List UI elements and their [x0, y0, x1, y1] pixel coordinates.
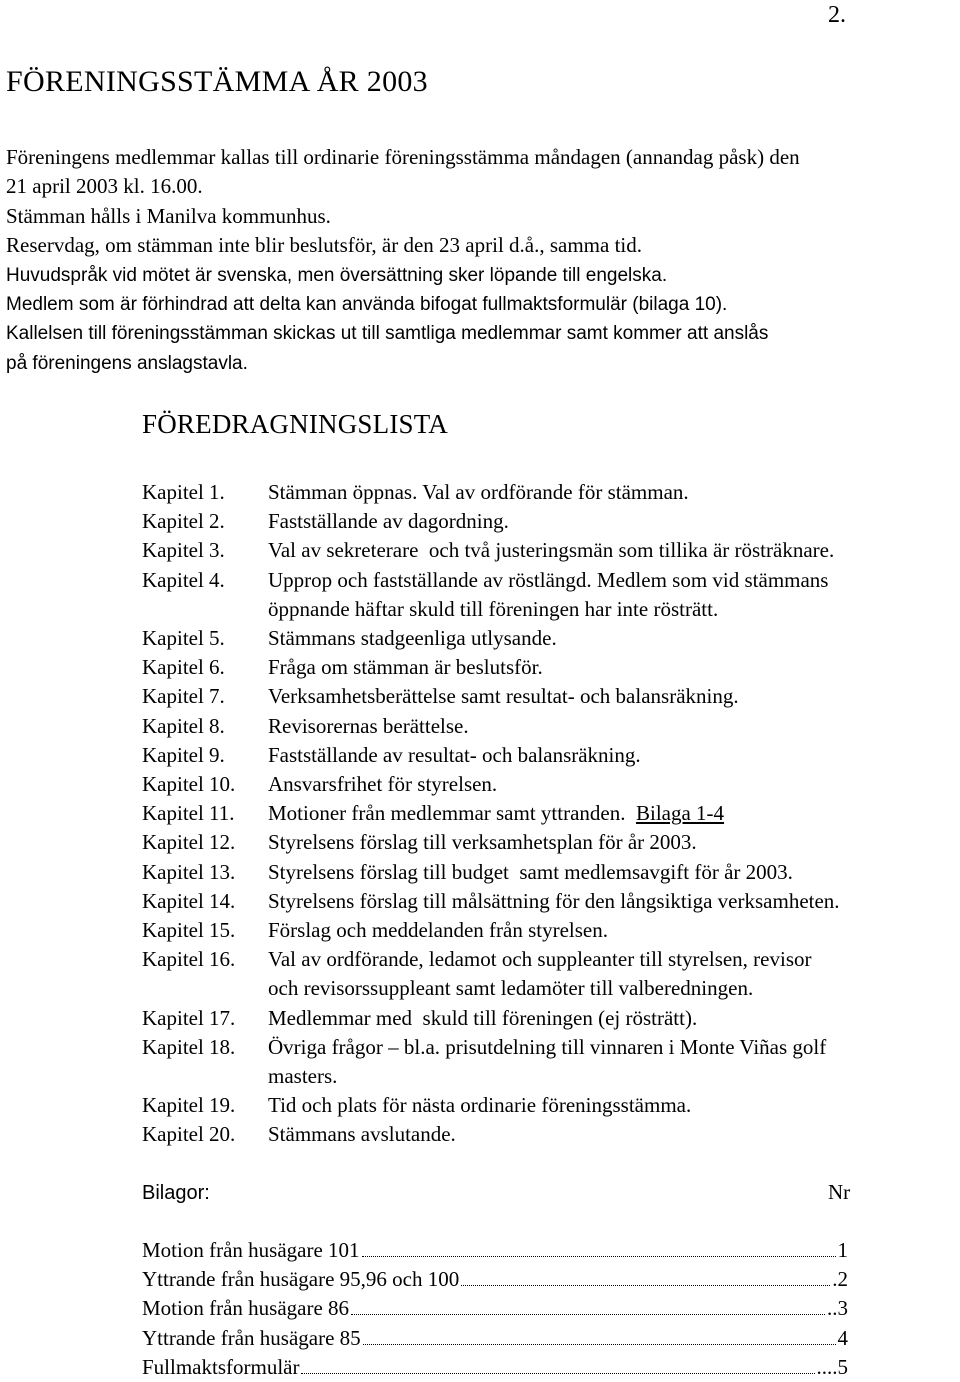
agenda-item	[142, 770, 957, 799]
agenda-chapter: Kapitel 10.	[142, 772, 236, 797]
agenda-chapter: Kapitel 6.	[142, 655, 225, 680]
agenda-item	[142, 536, 957, 565]
agenda-chapter: Kapitel 8.	[142, 713, 225, 738]
agenda-item	[142, 945, 957, 1003]
agenda-chapter: Kapitel 13.	[142, 859, 236, 884]
agenda-item	[142, 712, 957, 741]
attachment-name: Motion från husägare 101	[142, 1238, 360, 1262]
agenda-text: Val av ordförande, ledamot och suppleanter till styrelsen, revisor	[268, 947, 812, 972]
agenda-chapter: Kapitel 18.	[142, 1034, 236, 1059]
attachment-number: .2	[832, 1267, 848, 1292]
agenda-text: Ansvarsfrihet för styrelsen.	[268, 772, 498, 797]
agenda-text-continued: masters.	[268, 1064, 338, 1089]
agenda-item	[142, 1033, 957, 1091]
agenda-text: Styrelsens förslag till verksamhetsplan för år 2003.	[268, 830, 697, 855]
agenda-chapter: Kapitel 15.	[142, 918, 236, 943]
attachment-item	[142, 1353, 848, 1382]
bilaga-link[interactable]: Bilaga 1-4	[635, 801, 725, 826]
attachment-name: Motion från husägare 86	[142, 1296, 350, 1321]
agenda-text: Upprop och fastställande av röstlängd. Medlem som vid stämmans	[268, 567, 829, 592]
agenda-chapter: Kapitel 4.	[142, 567, 225, 592]
agenda-chapter: Kapitel 12.	[142, 830, 236, 855]
dot-leader	[461, 1285, 830, 1286]
agenda-item	[142, 799, 957, 828]
agenda-item	[142, 741, 957, 770]
agenda-item	[142, 1120, 957, 1149]
agenda-chapter: Kapitel 5.	[142, 626, 225, 651]
bilagor-label: Bilagor:	[142, 1182, 210, 1204]
agenda-text: Styrelsens förslag till budget samt medlemsavgift för år 2003.	[268, 859, 793, 884]
agenda-item	[142, 653, 957, 682]
agenda-chapter: Kapitel 20.	[142, 1122, 236, 1147]
attachment-item	[142, 1294, 848, 1323]
agenda-item	[142, 682, 957, 711]
agenda-text: Stämman öppnas. Val av ordförande för stämman.	[268, 480, 689, 504]
intro-line: Stämman hålls i Manilva kommunhus.	[6, 203, 331, 228]
nr-label: Nr	[828, 1180, 851, 1204]
agenda-item	[142, 1004, 957, 1033]
attachment-name: Yttrande från husägare 95,96 och 100	[142, 1267, 460, 1292]
attachment-name: Fullmaktsformulär	[142, 1354, 300, 1379]
agenda-text: Stämmans stadgeenliga utlysande.	[268, 626, 557, 651]
agenda-item	[142, 478, 957, 507]
intro-line: Kallelsen till föreningsstämman skickas ut till samtliga medlemmar samt kommer att anslås	[6, 323, 769, 345]
attachment-number: ..3	[827, 1296, 848, 1321]
agenda-list	[142, 478, 957, 1150]
attachment-item	[142, 1236, 848, 1265]
dot-leader	[362, 1256, 836, 1257]
agenda-chapter: Kapitel 14.	[142, 888, 236, 913]
intro-line: Huvudspråk vid mötet är svenska, men översättning sker löpande till engelska.	[6, 264, 668, 286]
attachment-item	[142, 1324, 848, 1353]
dot-leader	[351, 1314, 825, 1315]
bilagor-header	[142, 1178, 858, 1207]
agenda-item	[142, 624, 957, 653]
agenda-text: Motioner från medlemmar samt yttranden.	[268, 801, 636, 826]
agenda-text: Styrelsens förslag till målsättning för den långsiktiga verksamheten.	[268, 888, 840, 913]
dot-leader	[301, 1373, 814, 1374]
dot-leader	[363, 1344, 836, 1345]
agenda-text: Övriga frågor – bl.a. prisutdelning till vinnaren i Monte Viñas golf	[268, 1034, 827, 1059]
intro-paragraph	[6, 143, 958, 378]
agenda-item	[142, 858, 957, 887]
agenda-text: Fastställande av resultat- och balansräkning.	[268, 742, 641, 767]
agenda-item	[142, 828, 957, 857]
agenda-item	[142, 887, 957, 916]
agenda-text: Verksamhetsberättelse samt resultat- och balansräkning.	[268, 684, 739, 709]
intro-line: 21 april 2003 kl. 16.00.	[6, 174, 203, 199]
agenda-chapter: Kapitel 7.	[142, 684, 225, 709]
agenda-item	[142, 566, 957, 624]
intro-line: Reservdag, om stämman inte blir beslutsför, är den 23 april d.å., samma tid.	[6, 233, 643, 258]
agenda-item	[142, 507, 957, 536]
agenda-text-continued: och revisorssuppleant samt ledamöter till valberedningen.	[268, 976, 754, 1001]
agenda-item	[142, 916, 957, 945]
agenda-chapter: Kapitel 17.	[142, 1005, 236, 1030]
intro-line: på föreningens anslagstavla.	[6, 352, 248, 374]
agenda-text-continued: öppnande häftar skuld till föreningen har inte rösträtt.	[268, 596, 719, 621]
agenda-text: Tid och plats för nästa ordinarie föreningsstämma.	[268, 1093, 692, 1118]
attachment-item	[142, 1265, 848, 1294]
page-number: 2.	[828, 2, 846, 28]
intro-line: Medlem som är förhindrad att delta kan använda bifogat fullmaktsformulär (bilaga 10).	[6, 294, 728, 316]
agenda-chapter: Kapitel 3.	[142, 538, 225, 563]
agenda-text: Revisorernas berättelse.	[268, 713, 469, 738]
agenda-chapter: Kapitel 1.	[142, 480, 225, 504]
attachment-number: 4	[837, 1325, 848, 1350]
agenda-text: Fastställande av dagordning.	[268, 509, 509, 534]
agenda-text: Fråga om stämman är beslutsför.	[268, 655, 543, 680]
agenda-chapter: Kapitel 11.	[142, 801, 235, 826]
agenda-text: Val av sekreterare och två justeringsmän som tillika är rösträknare.	[268, 538, 835, 563]
agenda-item	[142, 1091, 957, 1120]
agenda-chapter: Kapitel 19.	[142, 1093, 236, 1118]
agenda-chapter: Kapitel 9.	[142, 742, 225, 767]
agenda-title: FÖREDRAGNINGSLISTA	[142, 409, 448, 439]
agenda-chapter: Kapitel 2.	[142, 509, 225, 534]
document-title: FÖRENINGSSTÄMMA ÅR 2003	[6, 65, 428, 98]
attachment-list	[142, 1236, 848, 1382]
attachment-number: ....5	[816, 1354, 848, 1379]
attachment-number: 1	[837, 1238, 848, 1262]
agenda-chapter: Kapitel 16.	[142, 947, 236, 972]
agenda-text: Förslag och meddelanden från styrelsen.	[268, 918, 608, 943]
attachment-name: Yttrande från husägare 85	[142, 1325, 361, 1350]
agenda-text: Stämmans avslutande.	[268, 1122, 456, 1147]
agenda-text: Medlemmar med skuld till föreningen (ej rösträtt).	[268, 1005, 698, 1030]
intro-line: Föreningens medlemmar kallas till ordinarie föreningsstämma måndagen (annandag påsk) den	[6, 145, 800, 169]
